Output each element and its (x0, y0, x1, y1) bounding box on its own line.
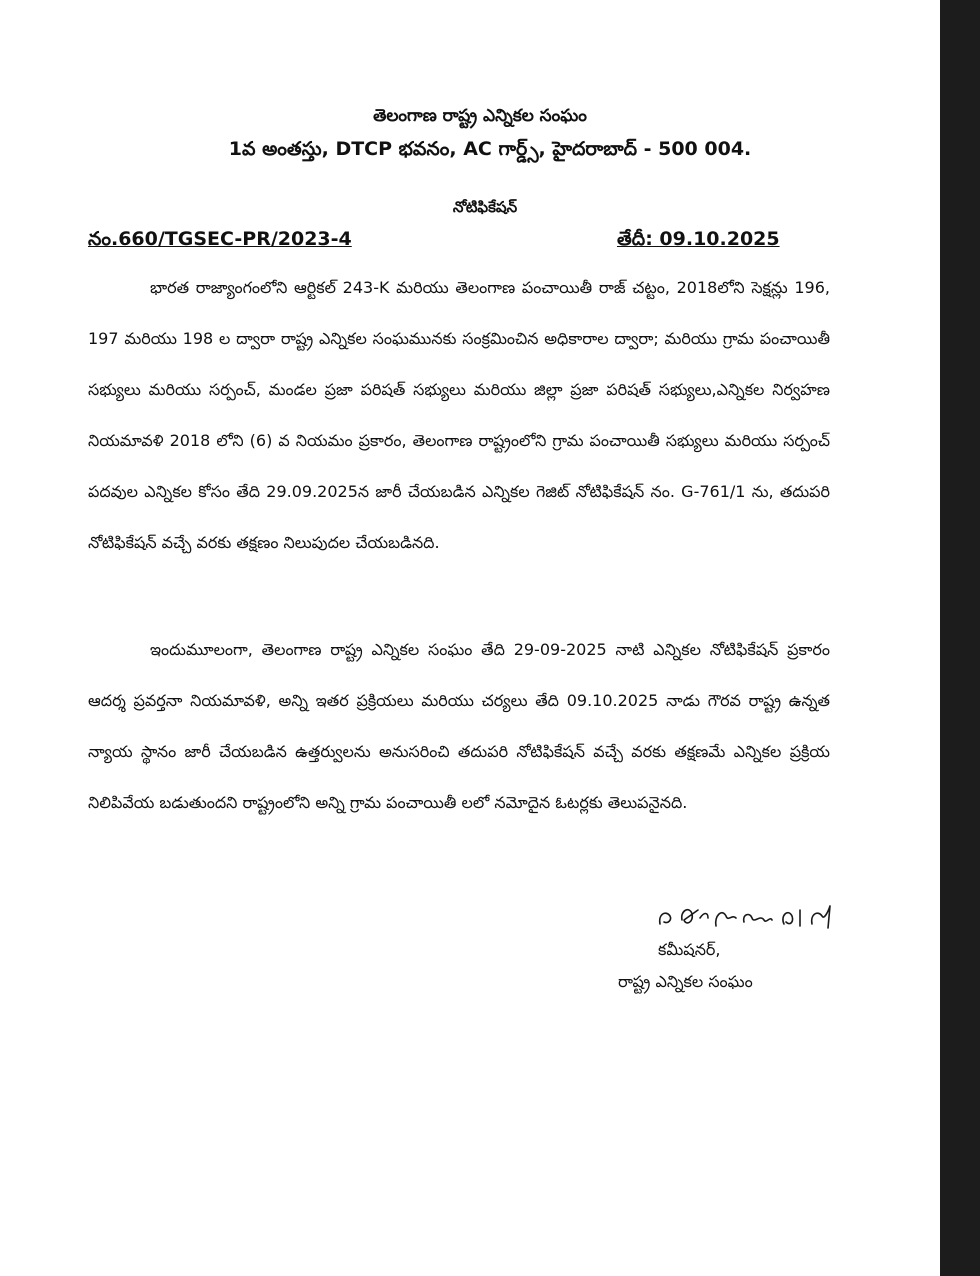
signatory-designation: కమీషనర్, (658, 940, 721, 959)
body-paragraph-1 (88, 262, 830, 568)
reference-number: నం.660/TGSEC-PR/2023-4 (88, 228, 352, 250)
document-date: తేదీ: 09.10.2025 (617, 228, 780, 250)
document-title: నోటిఫికేషన్ (452, 198, 518, 216)
body-paragraph-2 (88, 624, 830, 828)
signatory-organization: రాష్ట్ర ఎన్నికల సంఘం (618, 972, 753, 991)
scan-dark-edge (940, 0, 980, 1276)
organization-name: తెలంగాణ రాష్ట్ర ఎన్నికల సంఘం (373, 106, 587, 126)
paragraph-2-text: ఇందుమూలంగా, తెలంగాణ రాష్ట్ర ఎన్నికల సంఘం తేది 29-09-2025 నాటి ఎన్నికల నోటిఫికేషన్ ప్రకారం ఆదర్శ ప్రవర్తనా నియమావళి, అన్ని ఇతర ప్రక్రియలు మరియు చర్యలు తేది 09.10.2025 నాడు గౌరవ రాష్ట్ర ఉన్నత న్యాయ స్థానం జారీ చేయబడిన ఉత్తర్వులను అనుసరించి తదుపరి నోటిఫికేషన్ వచ్చే వరకు తక్షణమే ఎన్నికల ప్రక్రియ నిలిపివేయ బడుతుందని రాష్ట్రంలోని అన్ని గ్రామ పంచాయితీ లలో నమోదైన ఓటర్లకు తెలుపనైనది. (88, 640, 830, 812)
handwritten-signature (652, 896, 842, 936)
organization-address: 1వ అంతస్తు, DTCP భవనం, AC గార్డ్స్, హైదరాబాద్ - 500 004. (228, 138, 752, 160)
paragraph-1-text: భారత రాజ్యాంగంలోని ఆర్టికల్ 243-K మరియు తెలంగాణ పంచాయితీ రాజ్ చట్టం, 2018లోని సెక్షన్లు 196, 197 మరియు 198 ల ద్వారా రాష్ట్ర ఎన్నికల సంఘమునకు సంక్రమించిన అధికారాల ద్వారా; మరియు గ్రామ పంచాయితీ సభ్యులు మరియు సర్పంచ్, మండల ప్రజా పరిషత్ సభ్యులు మరియు జిల్లా ప్రజా పరిషత్ సభ్యులు,ఎన్నికల నిర్వహణ నియమావళి 2018 లోని (6) వ నియమం ప్రకారం, తెలంగాణ రాష్ట్రంలోని గ్రామ పంచాయితీ సభ్యులు మరియు సర్పంచ్ పదవుల ఎన్నికల కోసం తేది 29.09.2025న జారీ చేయబడిన ఎన్నికల గెజిట్ నోటిఫికేషన్ నం. G-761/1 ను, తదుపరి నోటిఫికేషన్ వచ్చే వరకు తక్షణం నిలుపుదల చేయబడినది. (88, 278, 830, 552)
